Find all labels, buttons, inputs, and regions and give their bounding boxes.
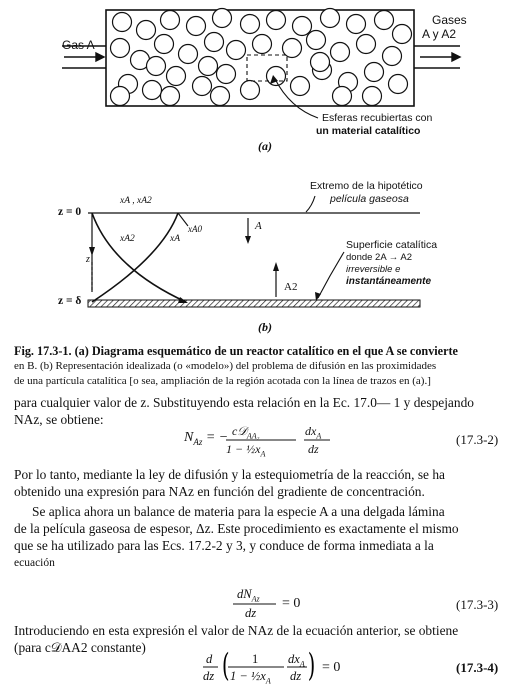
p4-line2: (para c𝒟AA2 constante) xyxy=(14,640,146,655)
p4-line1: Introduciendo en esta expresión el valor de NAz de la ecuación anterior, se obtiene xyxy=(14,623,459,638)
z0-label: z = 0 xyxy=(58,206,82,218)
catalyst-sphere xyxy=(375,11,394,30)
catalyst-sphere xyxy=(357,35,376,54)
outlet-label-line1: Gases xyxy=(432,13,467,27)
eq2-number: (17.3-3) xyxy=(456,597,499,612)
catalyst-sphere xyxy=(143,81,162,100)
catalyst-sphere xyxy=(241,15,260,34)
eq1-number: (17.3-2) xyxy=(456,432,499,447)
catalyst-sphere xyxy=(137,21,156,40)
catalyst-sphere xyxy=(161,87,180,106)
eq1-den2: dz xyxy=(308,442,319,456)
eq1-lhs: $N_{Az}$ = − xyxy=(184,430,229,447)
catalyst-sphere xyxy=(267,67,286,86)
eq3-number: (17.3-4) xyxy=(456,660,499,675)
eq1-num2: $dx_A$ xyxy=(305,424,322,441)
p3-line1: Se aplica ahora un balance de materia para la especie A a una delgada lámina xyxy=(32,504,445,519)
surface-note-line4: instantáneamente xyxy=(346,276,432,287)
catalyst-sphere xyxy=(393,25,412,44)
catalyst-sphere xyxy=(307,31,326,50)
catalyst-sphere xyxy=(333,87,352,106)
flux-a2-label: A2 xyxy=(284,281,298,293)
eq3-dx-num: $dx_A$ xyxy=(288,652,305,669)
catalyst-surface xyxy=(88,300,420,307)
eq3-d-den: dz xyxy=(203,669,215,683)
p3-line3: que se ha utilizado para las Ecs. 17.2-2 y 3, y conduce de forma inmediata a la xyxy=(14,538,434,553)
catalyst-spheres xyxy=(111,9,412,106)
eq1-num1: c𝒟$_{AA_2}$ xyxy=(232,424,260,441)
catalyst-sphere xyxy=(211,87,230,106)
callout-line1: Esferas recubiertas con xyxy=(322,112,433,124)
caption-line2: en B. (b) Representación idealizada (o «modelo») del problema de difusión en las proximidades xyxy=(14,360,437,372)
svg-text:): ) xyxy=(307,648,316,685)
p2-line1: Por lo tanto, mediante la ley de difusión y la estequiometría de la reacción, se ha xyxy=(14,467,445,482)
curve-label-xa: xA xyxy=(170,234,181,244)
catalyst-sphere xyxy=(161,11,180,30)
eq3-d-num: d xyxy=(206,652,213,666)
catalyst-sphere xyxy=(187,17,206,36)
zdelta-label: z = δ xyxy=(58,295,82,307)
curve-label-xa2: xA2 xyxy=(120,234,135,244)
surface-note-line3: irreversible e xyxy=(346,264,401,275)
surface-note-line2: donde 2A → A2 xyxy=(346,252,413,263)
figure-b-sublabel: (b) xyxy=(258,320,272,334)
catalyst-sphere xyxy=(227,41,246,60)
p1-line2: NAz, se obtiene: xyxy=(14,412,104,427)
p3-line4: ecuación xyxy=(14,557,55,569)
catalyst-sphere xyxy=(267,11,286,30)
catalyst-sphere xyxy=(193,77,212,96)
catalyst-sphere xyxy=(383,47,402,66)
film-note-line1: Extremo de la hipotético xyxy=(310,180,423,192)
curve-label-xa0: xA0 xyxy=(188,224,202,234)
catalyst-sphere xyxy=(167,67,186,86)
eq3-inner-num: 1 xyxy=(252,652,259,666)
eq2-num: $dN_{Az}$ xyxy=(237,587,260,604)
eq3-rhs: = 0 xyxy=(322,660,341,675)
catalyst-sphere xyxy=(111,87,130,106)
p2-line2: obtenido una expresión para NAz en función del gradiente de concentración. xyxy=(14,484,425,499)
flux-a-label: A xyxy=(255,220,262,232)
surface-note-line1: Superficie catalítica xyxy=(346,239,438,251)
catalyst-sphere xyxy=(241,81,260,100)
film-note-line2: película gaseosa xyxy=(330,193,409,205)
caption-line1: Fig. 17.3-1. (a) Diagrama esquemático de un reactor catalítico en el que A se convierte xyxy=(14,344,458,358)
catalyst-sphere xyxy=(155,35,174,54)
eq2-rhs: = 0 xyxy=(282,596,301,611)
catalyst-sphere xyxy=(111,39,130,58)
catalyst-sphere xyxy=(199,57,218,76)
curve-xa xyxy=(92,213,181,302)
catalyst-sphere xyxy=(331,43,350,62)
eq1-den1: $1 - \frac{1}{2}x_A$ xyxy=(226,442,266,459)
catalyst-sphere xyxy=(253,35,272,54)
catalyst-sphere xyxy=(213,9,232,28)
catalyst-sphere xyxy=(347,15,366,34)
svg-text:(: ( xyxy=(222,648,230,685)
catalyst-sphere xyxy=(205,33,224,52)
eq3-inner-den: $1 - \frac{1}{2}x_A$ xyxy=(230,669,271,686)
catalyst-sphere xyxy=(365,63,384,82)
inlet-label: Gas A xyxy=(62,38,95,52)
p3-line2: de la película gaseosa de espesor, Δz. Este procedimiento es exactamente el mismo xyxy=(14,521,459,536)
catalyst-sphere xyxy=(291,77,310,96)
eq3-dx-den: dz xyxy=(290,669,302,683)
catalyst-sphere xyxy=(217,65,236,84)
z-axis-label: z xyxy=(86,254,90,265)
catalyst-sphere xyxy=(363,87,382,106)
eq2-den: dz xyxy=(245,606,257,620)
caption-line3: de una partícula catalítica [o sea, ampliación de la región acotada con la línea de trazos en (a).] xyxy=(14,375,431,387)
catalyst-sphere xyxy=(179,45,198,64)
catalyst-sphere xyxy=(113,13,132,32)
callout-line2: un material catalítico xyxy=(316,125,421,137)
figure-a-sublabel: (a) xyxy=(258,139,272,153)
catalyst-sphere xyxy=(311,53,330,72)
catalyst-sphere xyxy=(293,17,312,36)
catalyst-sphere xyxy=(147,57,166,76)
catalyst-sphere xyxy=(389,75,408,94)
curve-label-top: xA , xA2 xyxy=(120,196,152,206)
outlet-label-line2: A y A2 xyxy=(422,27,457,41)
catalyst-sphere xyxy=(321,9,340,28)
p1-line1: para cualquier valor de z. Substituyendo esta relación en la Ec. 17.0— 1 y despejando xyxy=(14,395,474,410)
